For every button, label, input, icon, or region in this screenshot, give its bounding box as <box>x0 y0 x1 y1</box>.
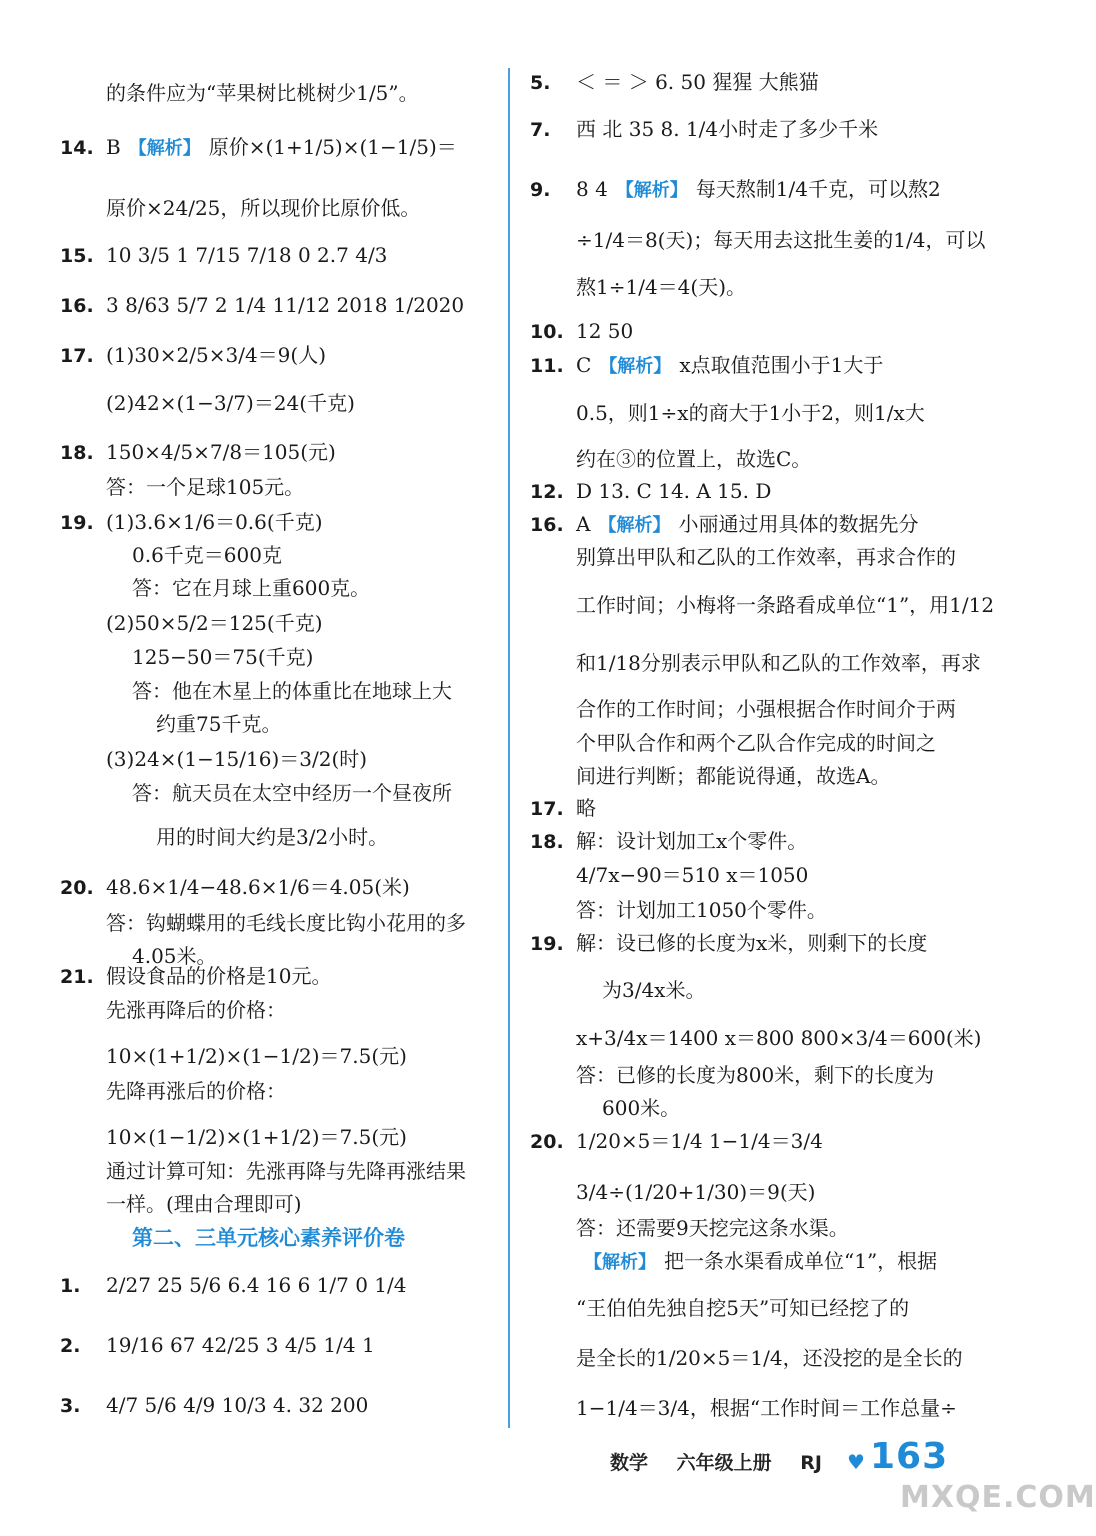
answer-line <box>60 744 367 774</box>
answer-text: D 13. C 14. A 15. D <box>576 479 772 503</box>
question-number: 12. <box>530 481 564 503</box>
answer-text: 1/20×5＝1/4 1−1/4＝3/4 <box>576 1129 823 1153</box>
answer-line <box>530 1126 823 1157</box>
question-number: 3. <box>60 1395 81 1417</box>
answer-line <box>60 132 457 164</box>
question-number: 18. <box>530 831 564 853</box>
question-number: 15. <box>60 245 94 267</box>
answer-text: (2)42×(1−3/7)＝24(千克) <box>106 391 355 415</box>
analysis-text: 每天熬制1/4千克，可以熬2 <box>695 177 941 201</box>
answer-line <box>530 694 956 724</box>
answer-text: 解：设计划加工x个零件。 <box>576 829 808 853</box>
answer-text: 和1/18分别表示甲队和乙队的工作效率，再求 <box>576 651 981 675</box>
answer-text: 先涨再降后的价格： <box>106 998 286 1022</box>
question-number: 14. <box>60 137 94 159</box>
answer-text: 通过计算可知：先涨再降与先降再涨结果 <box>106 1159 466 1183</box>
answer-text: 4.05米。 <box>132 944 217 968</box>
answer-line <box>530 1177 815 1207</box>
question-number: 18. <box>60 442 94 464</box>
answer-text: 个甲队合作和两个乙队合作完成的时间之 <box>576 731 936 755</box>
answer-line <box>530 826 807 857</box>
answer-line <box>60 872 410 903</box>
question-number: 1. <box>60 1275 81 1297</box>
answer-line <box>60 1390 368 1421</box>
answer-line <box>60 1041 407 1071</box>
answer-line <box>530 398 925 428</box>
answer-text: 答：还需要9天挖完这条水渠。 <box>576 1216 849 1240</box>
answer-text: 的条件应为“苹果树比桃树少1/5”。 <box>106 81 419 105</box>
answer-text: 答：已修的长度为800米，剩下的长度为 <box>576 1063 935 1087</box>
watermark: MXQE.COM <box>900 1480 1096 1515</box>
answer-text: 答：一个足球105元。 <box>106 475 305 499</box>
answer-line <box>530 928 927 959</box>
answer-text: 合作的工作时间；小强根据合作时间介于两 <box>576 697 956 721</box>
answer-text: 工作时间；小梅将一条路看成单位“1”，用1/12 <box>576 593 995 617</box>
question-number: 10. <box>530 321 564 343</box>
question-number: 7. <box>530 119 551 141</box>
answer-line <box>60 240 387 271</box>
question-number: 11. <box>530 355 564 377</box>
answer-text: 4/7x−90＝510 x＝1050 <box>576 863 809 887</box>
question-number: 16. <box>530 514 564 536</box>
question-number: 19. <box>530 933 564 955</box>
answer-text: 2/27 25 5/6 6.4 16 6 1/7 0 1/4 <box>106 1273 407 1297</box>
analysis-text: x点取值范围小于1大于 <box>679 353 884 377</box>
answer-line <box>530 225 985 255</box>
answer-text: 假设食品的价格是10元。 <box>106 964 332 988</box>
answer-line <box>60 676 452 706</box>
answer-text: A <box>576 512 591 536</box>
answer-text: 3/4÷(1/20+1/30)＝9(天) <box>576 1180 816 1204</box>
answer-line <box>530 728 936 758</box>
answer-text: 答：他在木星上的体重比在地球上大 <box>132 679 452 703</box>
answer-line <box>530 793 596 824</box>
answer-text: 1−1/4＝3/4，根据“工作时间＝工作总量÷ <box>576 1396 957 1420</box>
answer-text: 略 <box>576 796 596 820</box>
answer-line <box>530 1023 981 1053</box>
footer-grade: 六年级上册 <box>676 1452 772 1474</box>
answer-text: 西 北 35 8. 1/4小时走了多少千米 <box>576 117 879 141</box>
answer-line <box>530 476 771 507</box>
answer-line <box>530 542 956 572</box>
question-number: 19. <box>60 512 94 534</box>
answer-text: 解：设已修的长度为x米，则剩下的长度 <box>576 931 928 955</box>
answer-line <box>60 995 286 1025</box>
heart-icon: ♥ <box>847 1450 865 1474</box>
answer-line <box>60 1076 286 1106</box>
question-number: 17. <box>530 798 564 820</box>
answer-line <box>530 895 827 925</box>
answer-line <box>530 316 633 347</box>
answer-line <box>60 961 331 992</box>
answer-text: ＜ ＝ ＞ 6. 50 猩猩 大熊猫 <box>576 70 819 94</box>
analysis-tag: 【解析】 <box>598 515 671 536</box>
answer-line <box>530 1343 963 1373</box>
answer-line <box>530 1213 849 1243</box>
answer-line <box>530 1246 937 1278</box>
answer-text: (1)30×2/5×3/4＝9(人) <box>106 343 326 367</box>
question-number: 9. <box>530 179 551 201</box>
answer-text: 3 8/63 5/7 2 1/4 11/12 2018 1/2020 <box>106 293 465 317</box>
answer-text: 约在③的位置上，故选C。 <box>576 447 812 471</box>
answer-text: 间进行判断；都能说得通，故选A。 <box>576 764 891 788</box>
answer-text: 10×(1−1/2)×(1+1/2)＝7.5(元) <box>106 1125 407 1149</box>
answer-line <box>530 444 811 474</box>
answer-line <box>530 67 819 98</box>
answer-line <box>60 778 452 808</box>
answer-line <box>60 608 323 638</box>
answer-line <box>530 975 705 1005</box>
answer-text: (1)3.6×1/6＝0.6(千克) <box>106 510 323 534</box>
answer-text: 原价×24/25，所以现价比原价低。 <box>106 196 421 220</box>
analysis-tag: 【解析】 <box>128 138 201 159</box>
answer-text: 为3/4x米。 <box>602 978 706 1002</box>
analysis-tag: 【解析】 <box>584 1252 656 1273</box>
analysis-tag: 【解析】 <box>599 356 672 377</box>
answer-text: 150×4/5×7/8＝105(元) <box>106 440 336 464</box>
question-number: 5. <box>530 72 551 94</box>
answer-line <box>60 340 326 371</box>
analysis-tag: 【解析】 <box>615 180 688 201</box>
answer-text: 48.6×1/4−48.6×1/6＝4.05(米) <box>106 875 410 899</box>
answer-text: 别算出甲队和乙队的工作效率，再求合作的 <box>576 545 956 569</box>
analysis-text: 把一条水渠看成单位“1”，根据 <box>664 1249 938 1273</box>
answer-line <box>530 860 808 890</box>
answer-line <box>60 1156 466 1186</box>
answer-line <box>60 822 388 852</box>
answer-line <box>530 1093 680 1123</box>
page-footer <box>610 1448 844 1475</box>
answer-text: (2)50×5/2＝125(千克) <box>106 611 323 635</box>
question-number: 17. <box>60 345 94 367</box>
question-number: 20. <box>530 1131 564 1153</box>
answer-line <box>60 290 464 321</box>
answer-line <box>60 437 336 468</box>
answer-line <box>60 1223 405 1253</box>
analysis-text: 小丽通过用具体的数据先分 <box>678 512 919 536</box>
answer-text: 答：航天员在太空中经历一个昼夜所 <box>132 781 452 805</box>
analysis-text: 原价×(1+1/5)×(1−1/5)＝ <box>208 135 457 159</box>
answer-text: B <box>106 135 121 159</box>
answer-line <box>530 174 941 206</box>
question-number: 2. <box>60 1335 81 1357</box>
question-number: 16. <box>60 295 94 317</box>
answer-text: 熬1÷1/4＝4(天)。 <box>576 275 746 299</box>
answer-text: 答：钩蝴蝶用的毛线长度比钩小花用的多 <box>106 911 466 935</box>
answer-text: 约重75千克。 <box>156 712 282 736</box>
answer-text: 4/7 5/6 4/9 10/3 4. 32 200 <box>106 1393 369 1417</box>
answer-text: 12 50 <box>576 319 634 343</box>
answer-line <box>60 908 466 938</box>
answer-text: 一样。(理由合理即可) <box>106 1192 302 1216</box>
answer-line <box>530 1293 909 1323</box>
answer-text: 19/16 67 42/25 3 4/5 1/4 1 <box>106 1333 375 1357</box>
answer-line <box>60 540 282 570</box>
answer-text: 10 3/5 1 7/15 7/18 0 2.7 4/3 <box>106 243 388 267</box>
answer-line <box>60 1270 407 1301</box>
answer-line <box>530 114 878 145</box>
answer-line <box>60 78 419 108</box>
answer-line <box>530 761 890 791</box>
answer-text: 答：计划加工1050个零件。 <box>576 898 827 922</box>
answer-line <box>60 472 304 502</box>
answer-line <box>60 507 323 538</box>
answer-text: C <box>576 353 592 377</box>
answer-text: 0.5，则1÷x的商大于1小于2，则1/x大 <box>576 401 925 425</box>
answer-line <box>60 388 355 418</box>
answer-line <box>60 709 281 739</box>
question-number: 20. <box>60 877 94 899</box>
footer-edition: RJ <box>800 1452 822 1474</box>
answer-line <box>60 193 420 223</box>
question-number: 21. <box>60 966 94 988</box>
answer-line <box>60 1189 302 1219</box>
answer-text: 是全长的1/20×5＝1/4，还没挖的是全长的 <box>576 1346 963 1370</box>
answer-text: 用的时间大约是3/2小时。 <box>156 825 389 849</box>
page-number: 163 <box>870 1436 949 1477</box>
answer-text: 125−50＝75(千克) <box>132 645 314 669</box>
answer-text: 答：它在月球上重600克。 <box>132 576 371 600</box>
answer-line <box>60 573 370 603</box>
answer-text: x+3/4x＝1400 x＝800 800×3/4＝600(米) <box>576 1026 982 1050</box>
answer-line <box>60 1330 375 1361</box>
answer-text: 10×(1+1/2)×(1−1/2)＝7.5(元) <box>106 1044 407 1068</box>
answer-line <box>60 642 313 672</box>
section-title: 第二、三单元核心素养评价卷 <box>132 1226 405 1250</box>
column-divider <box>508 68 510 1428</box>
footer-subject: 数学 <box>610 1452 649 1474</box>
answer-line <box>60 1122 407 1152</box>
answer-text: (3)24×(1−15/16)＝3/2(时) <box>106 747 368 771</box>
answer-text: 8 4 <box>576 177 608 201</box>
answer-line <box>530 648 981 678</box>
answer-text: 600米。 <box>602 1096 681 1120</box>
answer-line <box>530 1393 957 1423</box>
answer-text: ÷1/4＝8(天)；每天用去这批生姜的1/4，可以 <box>576 228 986 252</box>
answer-line <box>530 1060 934 1090</box>
answer-text: “王伯伯先独自挖5天”可知已经挖了的 <box>576 1296 910 1320</box>
answer-text: 0.6千克＝600克 <box>132 543 282 567</box>
answer-line <box>530 590 994 620</box>
answer-line <box>530 509 918 541</box>
answer-line <box>530 272 746 302</box>
answer-line <box>530 350 883 382</box>
answer-text: 先降再涨后的价格： <box>106 1079 286 1103</box>
